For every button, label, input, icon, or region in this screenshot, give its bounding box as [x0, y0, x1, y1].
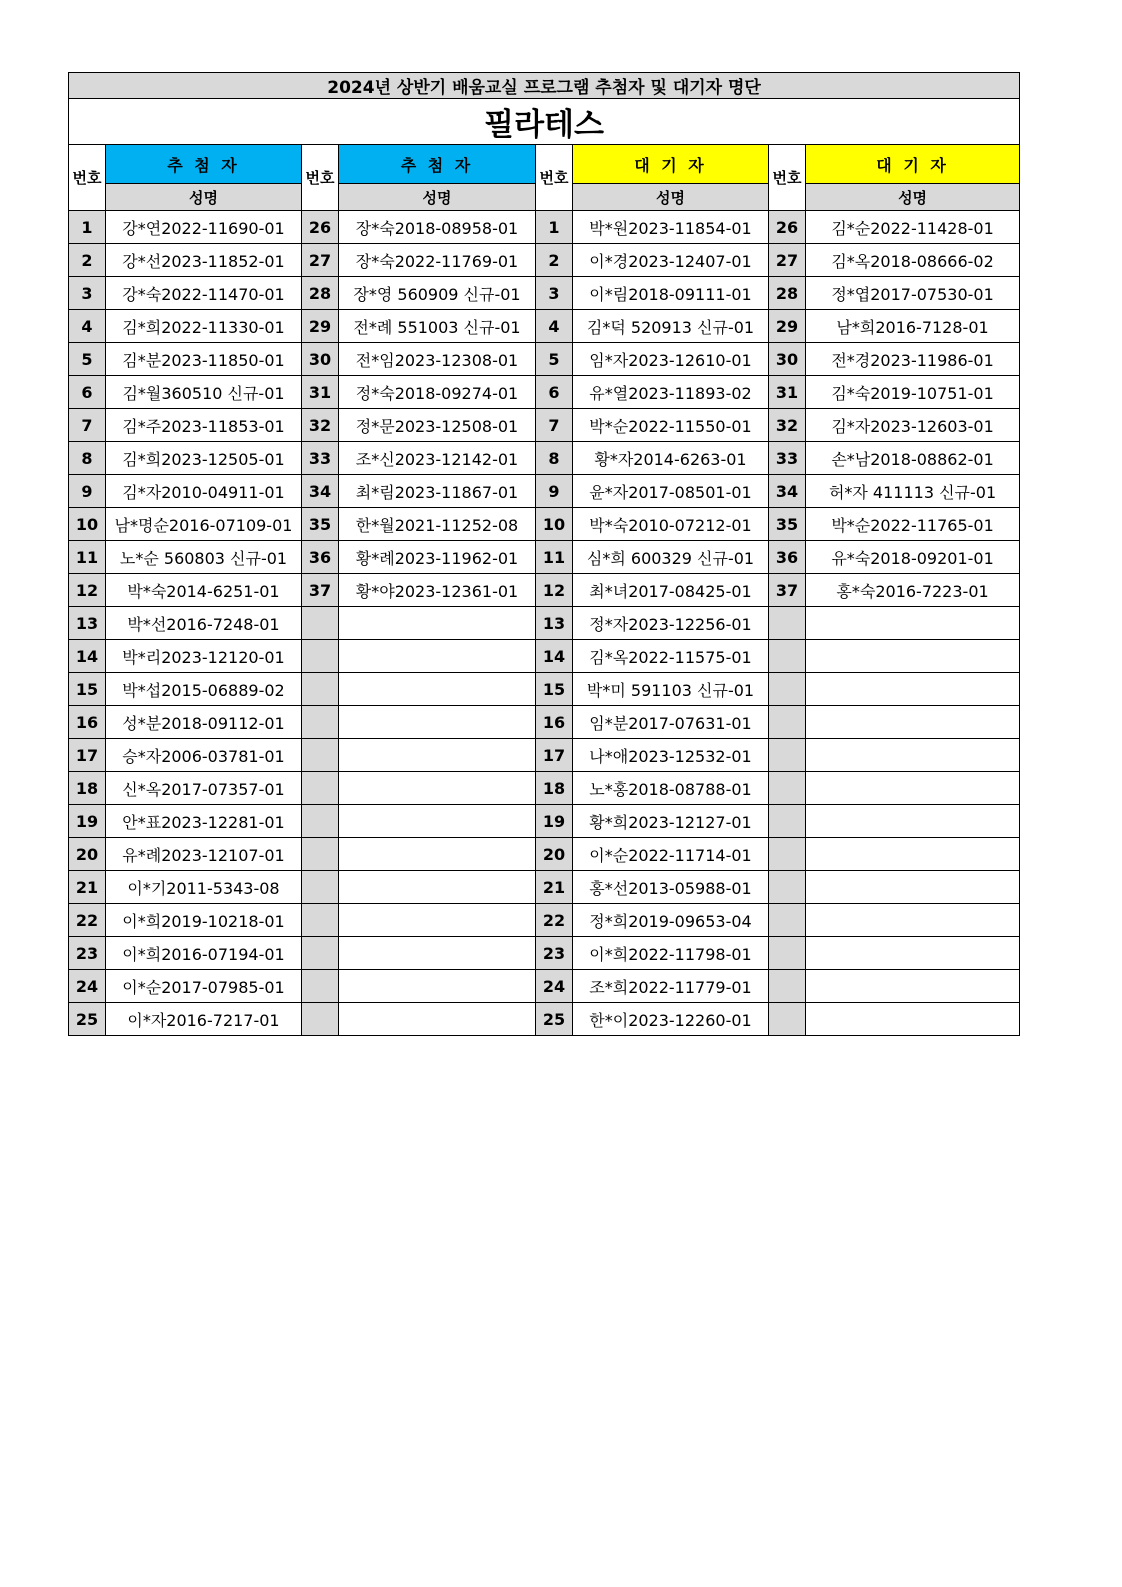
waitlist-name-cell: 임*분2017-07631-01: [573, 706, 769, 739]
waitlist-name-cell: 유*숙2018-09201-01: [806, 541, 1020, 574]
winner-number-cell: [302, 706, 339, 739]
winner-name-cell: 노*순 560803 신규-01: [106, 541, 302, 574]
waitlist-name-cell: 손*남2018-08862-01: [806, 442, 1020, 475]
winner-number-cell: 31: [302, 376, 339, 409]
winner-number-cell: [302, 871, 339, 904]
winner-name-cell: 정*숙2018-09274-01: [339, 376, 536, 409]
winner-number-cell: 20: [69, 838, 106, 871]
waitlist-name-cell: [806, 970, 1020, 1003]
program-name: 필라테스: [69, 99, 1020, 145]
roster-table: [68, 72, 1020, 1036]
table-row: [69, 904, 1020, 937]
table-row: [69, 508, 1020, 541]
waitlist-name-cell: 남*희2016-7128-01: [806, 310, 1020, 343]
waitlist-number-cell: [769, 772, 806, 805]
winner-name-cell: 박*숙2014-6251-01: [106, 574, 302, 607]
winner-name-cell: 최*림2023-11867-01: [339, 475, 536, 508]
winner-name-cell: 김*주2023-11853-01: [106, 409, 302, 442]
waitlist-name-cell: 허*자 411113 신규-01: [806, 475, 1020, 508]
table-row: [69, 541, 1020, 574]
waitlist-name-cell: 조*희2022-11779-01: [573, 970, 769, 1003]
waitlist-name-cell: [806, 640, 1020, 673]
table-row: [69, 376, 1020, 409]
winner-number-cell: [302, 970, 339, 1003]
table-row: [69, 673, 1020, 706]
waitlist-name-cell: [806, 937, 1020, 970]
table-row: [69, 310, 1020, 343]
winner-number-cell: 19: [69, 805, 106, 838]
winner-name-cell: 이*순2017-07985-01: [106, 970, 302, 1003]
waitlist-number-cell: [769, 937, 806, 970]
waitlist-name-cell: 정*희2019-09653-04: [573, 904, 769, 937]
waitlist-number-cell: 24: [536, 970, 573, 1003]
waitlist-number-cell: 2: [536, 244, 573, 277]
winner-number-cell: 27: [302, 244, 339, 277]
waitlist-header: 대 기 자: [806, 145, 1020, 184]
waitlist-name-cell: 박*순2022-11550-01: [573, 409, 769, 442]
waitlist-name-cell: 임*자2023-12610-01: [573, 343, 769, 376]
winner-number-cell: 23: [69, 937, 106, 970]
waitlist-number-cell: 11: [536, 541, 573, 574]
table-row: [69, 838, 1020, 871]
table-row: [69, 970, 1020, 1003]
winner-name-cell: 이*기2011-5343-08: [106, 871, 302, 904]
winner-name-cell: 장*숙2018-08958-01: [339, 211, 536, 244]
table-row: [69, 805, 1020, 838]
table-row: [69, 409, 1020, 442]
waitlist-number-cell: 37: [769, 574, 806, 607]
winner-name-cell: 이*희2019-10218-01: [106, 904, 302, 937]
winner-number-cell: [302, 838, 339, 871]
waitlist-number-cell: 16: [536, 706, 573, 739]
winner-number-cell: 3: [69, 277, 106, 310]
table-row: [69, 1003, 1020, 1036]
waitlist-number-cell: 19: [536, 805, 573, 838]
waitlist-number-cell: 3: [536, 277, 573, 310]
table-row: [69, 772, 1020, 805]
winner-name-cell: 정*문2023-12508-01: [339, 409, 536, 442]
table-row: [69, 640, 1020, 673]
waitlist-name-cell: [806, 739, 1020, 772]
winner-name-cell: [339, 772, 536, 805]
waitlist-number-cell: 13: [536, 607, 573, 640]
winner-name-cell: 장*영 560909 신규-01: [339, 277, 536, 310]
waitlist-name-cell: 김*순2022-11428-01: [806, 211, 1020, 244]
winner-number-cell: 33: [302, 442, 339, 475]
winner-name-cell: 김*희2022-11330-01: [106, 310, 302, 343]
winner-name-cell: [339, 970, 536, 1003]
winner-number-cell: 18: [69, 772, 106, 805]
waitlist-name-cell: 심*희 600329 신규-01: [573, 541, 769, 574]
waitlist-name-cell: 황*자2014-6263-01: [573, 442, 769, 475]
winner-name-cell: 황*례2023-11962-01: [339, 541, 536, 574]
waitlist-number-cell: 28: [769, 277, 806, 310]
winner-name-cell: 김*분2023-11850-01: [106, 343, 302, 376]
waitlist-number-cell: 9: [536, 475, 573, 508]
waitlist-number-cell: 29: [769, 310, 806, 343]
waitlist-number-cell: [769, 706, 806, 739]
waitlist-name-cell: [806, 838, 1020, 871]
winner-name-cell: 안*표2023-12281-01: [106, 805, 302, 838]
name-header: 성명: [339, 184, 536, 211]
winner-number-cell: 7: [69, 409, 106, 442]
winner-name-cell: 김*자2010-04911-01: [106, 475, 302, 508]
waitlist-number-cell: 35: [769, 508, 806, 541]
winner-name-cell: 신*옥2017-07357-01: [106, 772, 302, 805]
winner-number-cell: [302, 937, 339, 970]
winner-name-cell: 박*리2023-12120-01: [106, 640, 302, 673]
table-row: [69, 211, 1020, 244]
waitlist-name-cell: [806, 772, 1020, 805]
winner-number-cell: 12: [69, 574, 106, 607]
table-row: [69, 871, 1020, 904]
waitlist-number-cell: 6: [536, 376, 573, 409]
waitlist-number-cell: 23: [536, 937, 573, 970]
waitlist-name-cell: 김*자2023-12603-01: [806, 409, 1020, 442]
waitlist-name-cell: [806, 904, 1020, 937]
winner-name-cell: [339, 706, 536, 739]
waitlist-number-cell: 31: [769, 376, 806, 409]
waitlist-number-cell: 26: [769, 211, 806, 244]
no-header: 번호: [536, 145, 573, 211]
winner-number-cell: 9: [69, 475, 106, 508]
waitlist-number-cell: 25: [536, 1003, 573, 1036]
waitlist-name-cell: [806, 673, 1020, 706]
waitlist-name-cell: [806, 1003, 1020, 1036]
table-row: [69, 574, 1020, 607]
waitlist-number-cell: [769, 838, 806, 871]
waitlist-name-cell: 박*순2022-11765-01: [806, 508, 1020, 541]
winner-name-cell: 황*야2023-12361-01: [339, 574, 536, 607]
winner-number-cell: 14: [69, 640, 106, 673]
winner-number-cell: 2: [69, 244, 106, 277]
winner-number-cell: 16: [69, 706, 106, 739]
winner-name-cell: 김*희2023-12505-01: [106, 442, 302, 475]
winner-name-cell: 김*월360510 신규-01: [106, 376, 302, 409]
winner-name-cell: 강*선2023-11852-01: [106, 244, 302, 277]
table-row: [69, 343, 1020, 376]
waitlist-number-cell: [769, 739, 806, 772]
table-row: [69, 442, 1020, 475]
winner-number-cell: 11: [69, 541, 106, 574]
table-row: [69, 244, 1020, 277]
waitlist-name-cell: 한*이2023-12260-01: [573, 1003, 769, 1036]
winner-number-cell: 10: [69, 508, 106, 541]
winner-number-cell: 4: [69, 310, 106, 343]
winner-number-cell: 17: [69, 739, 106, 772]
waitlist-number-cell: 15: [536, 673, 573, 706]
waitlist-number-cell: 1: [536, 211, 573, 244]
table-row: [69, 277, 1020, 310]
document-title: 2024년 상반기 배움교실 프로그램 추첨자 및 대기자 명단: [69, 73, 1020, 99]
waitlist-number-cell: [769, 904, 806, 937]
waitlist-number-cell: [769, 805, 806, 838]
no-header: 번호: [302, 145, 339, 211]
winner-name-cell: 한*월2021-11252-08: [339, 508, 536, 541]
winner-number-cell: [302, 805, 339, 838]
table-row: [69, 475, 1020, 508]
waitlist-number-cell: 33: [769, 442, 806, 475]
winner-number-cell: 21: [69, 871, 106, 904]
waitlist-name-cell: [806, 871, 1020, 904]
winner-header: 추 첨 자: [106, 145, 302, 184]
winner-name-cell: 이*자2016-7217-01: [106, 1003, 302, 1036]
no-header: 번호: [69, 145, 106, 211]
winner-header: 추 첨 자: [339, 145, 536, 184]
winner-name-cell: 성*분2018-09112-01: [106, 706, 302, 739]
waitlist-number-cell: 22: [536, 904, 573, 937]
winner-name-cell: [339, 739, 536, 772]
table-row: [69, 706, 1020, 739]
winner-name-cell: 전*례 551003 신규-01: [339, 310, 536, 343]
winner-number-cell: 1: [69, 211, 106, 244]
table-row: [69, 739, 1020, 772]
winner-number-cell: 15: [69, 673, 106, 706]
winner-number-cell: [302, 739, 339, 772]
waitlist-name-cell: 정*자2023-12256-01: [573, 607, 769, 640]
winner-name-cell: 유*례2023-12107-01: [106, 838, 302, 871]
waitlist-number-cell: 4: [536, 310, 573, 343]
waitlist-number-cell: 30: [769, 343, 806, 376]
waitlist-name-cell: 홍*선2013-05988-01: [573, 871, 769, 904]
winner-number-cell: 8: [69, 442, 106, 475]
waitlist-name-cell: 김*숙2019-10751-01: [806, 376, 1020, 409]
waitlist-name-cell: 최*녀2017-08425-01: [573, 574, 769, 607]
waitlist-name-cell: 전*경2023-11986-01: [806, 343, 1020, 376]
name-header: 성명: [806, 184, 1020, 211]
winner-number-cell: 35: [302, 508, 339, 541]
winner-name-cell: 이*희2016-07194-01: [106, 937, 302, 970]
waitlist-name-cell: [806, 706, 1020, 739]
waitlist-number-cell: 8: [536, 442, 573, 475]
waitlist-number-cell: 27: [769, 244, 806, 277]
waitlist-name-cell: 이*희2022-11798-01: [573, 937, 769, 970]
waitlist-name-cell: 박*숙2010-07212-01: [573, 508, 769, 541]
winner-number-cell: 30: [302, 343, 339, 376]
winner-name-cell: [339, 871, 536, 904]
waitlist-name-cell: 박*미 591103 신규-01: [573, 673, 769, 706]
waitlist-name-cell: 정*엽2017-07530-01: [806, 277, 1020, 310]
winner-number-cell: 29: [302, 310, 339, 343]
name-header: 성명: [573, 184, 769, 211]
winner-number-cell: [302, 607, 339, 640]
waitlist-number-cell: 36: [769, 541, 806, 574]
no-header: 번호: [769, 145, 806, 211]
waitlist-number-cell: 32: [769, 409, 806, 442]
winner-name-cell: 승*자2006-03781-01: [106, 739, 302, 772]
waitlist-name-cell: 유*열2023-11893-02: [573, 376, 769, 409]
waitlist-name-cell: 이*순2022-11714-01: [573, 838, 769, 871]
winner-name-cell: 장*숙2022-11769-01: [339, 244, 536, 277]
waitlist-number-cell: [769, 607, 806, 640]
winner-name-cell: 강*연2022-11690-01: [106, 211, 302, 244]
waitlist-name-cell: 홍*숙2016-7223-01: [806, 574, 1020, 607]
waitlist-number-cell: 14: [536, 640, 573, 673]
winner-number-cell: 24: [69, 970, 106, 1003]
winner-name-cell: [339, 838, 536, 871]
waitlist-number-cell: 34: [769, 475, 806, 508]
winner-name-cell: 남*명순2016-07109-01: [106, 508, 302, 541]
winner-number-cell: 34: [302, 475, 339, 508]
waitlist-number-cell: [769, 970, 806, 1003]
waitlist-name-cell: 나*애2023-12532-01: [573, 739, 769, 772]
winner-number-cell: 37: [302, 574, 339, 607]
winner-name-cell: [339, 1003, 536, 1036]
winner-number-cell: 36: [302, 541, 339, 574]
winner-number-cell: 13: [69, 607, 106, 640]
winner-number-cell: 22: [69, 904, 106, 937]
waitlist-number-cell: 5: [536, 343, 573, 376]
waitlist-name-cell: 김*덕 520913 신규-01: [573, 310, 769, 343]
table-row: [69, 607, 1020, 640]
waitlist-number-cell: [769, 1003, 806, 1036]
waitlist-number-cell: [769, 640, 806, 673]
waitlist-name-cell: 윤*자2017-08501-01: [573, 475, 769, 508]
winner-name-cell: [339, 937, 536, 970]
winner-number-cell: [302, 640, 339, 673]
winner-name-cell: [339, 904, 536, 937]
waitlist-number-cell: [769, 673, 806, 706]
waitlist-name-cell: 김*옥2022-11575-01: [573, 640, 769, 673]
winner-name-cell: [339, 805, 536, 838]
waitlist-name-cell: [806, 607, 1020, 640]
waitlist-number-cell: 18: [536, 772, 573, 805]
waitlist-number-cell: 12: [536, 574, 573, 607]
waitlist-number-cell: 7: [536, 409, 573, 442]
winner-name-cell: [339, 640, 536, 673]
table-row: [69, 937, 1020, 970]
waitlist-name-cell: 김*옥2018-08666-02: [806, 244, 1020, 277]
winner-name-cell: 강*숙2022-11470-01: [106, 277, 302, 310]
name-header: 성명: [106, 184, 302, 211]
winner-name-cell: 조*신2023-12142-01: [339, 442, 536, 475]
winner-name-cell: 박*선2016-7248-01: [106, 607, 302, 640]
winner-number-cell: [302, 673, 339, 706]
waitlist-number-cell: [769, 871, 806, 904]
winner-number-cell: 6: [69, 376, 106, 409]
winner-number-cell: [302, 1003, 339, 1036]
winner-number-cell: 28: [302, 277, 339, 310]
winner-number-cell: 5: [69, 343, 106, 376]
waitlist-number-cell: 17: [536, 739, 573, 772]
winner-name-cell: 박*섭2015-06889-02: [106, 673, 302, 706]
waitlist-name-cell: 노*홍2018-08788-01: [573, 772, 769, 805]
winner-name-cell: [339, 607, 536, 640]
waitlist-number-cell: 20: [536, 838, 573, 871]
waitlist-name-cell: [806, 805, 1020, 838]
waitlist-header: 대 기 자: [573, 145, 769, 184]
waitlist-number-cell: 10: [536, 508, 573, 541]
waitlist-number-cell: 21: [536, 871, 573, 904]
winner-number-cell: 26: [302, 211, 339, 244]
waitlist-name-cell: 박*원2023-11854-01: [573, 211, 769, 244]
winner-number-cell: [302, 904, 339, 937]
winner-name-cell: [339, 673, 536, 706]
waitlist-name-cell: 이*경2023-12407-01: [573, 244, 769, 277]
winner-number-cell: 25: [69, 1003, 106, 1036]
waitlist-name-cell: 이*림2018-09111-01: [573, 277, 769, 310]
winner-number-cell: [302, 772, 339, 805]
waitlist-name-cell: 황*희2023-12127-01: [573, 805, 769, 838]
winner-name-cell: 전*임2023-12308-01: [339, 343, 536, 376]
winner-number-cell: 32: [302, 409, 339, 442]
